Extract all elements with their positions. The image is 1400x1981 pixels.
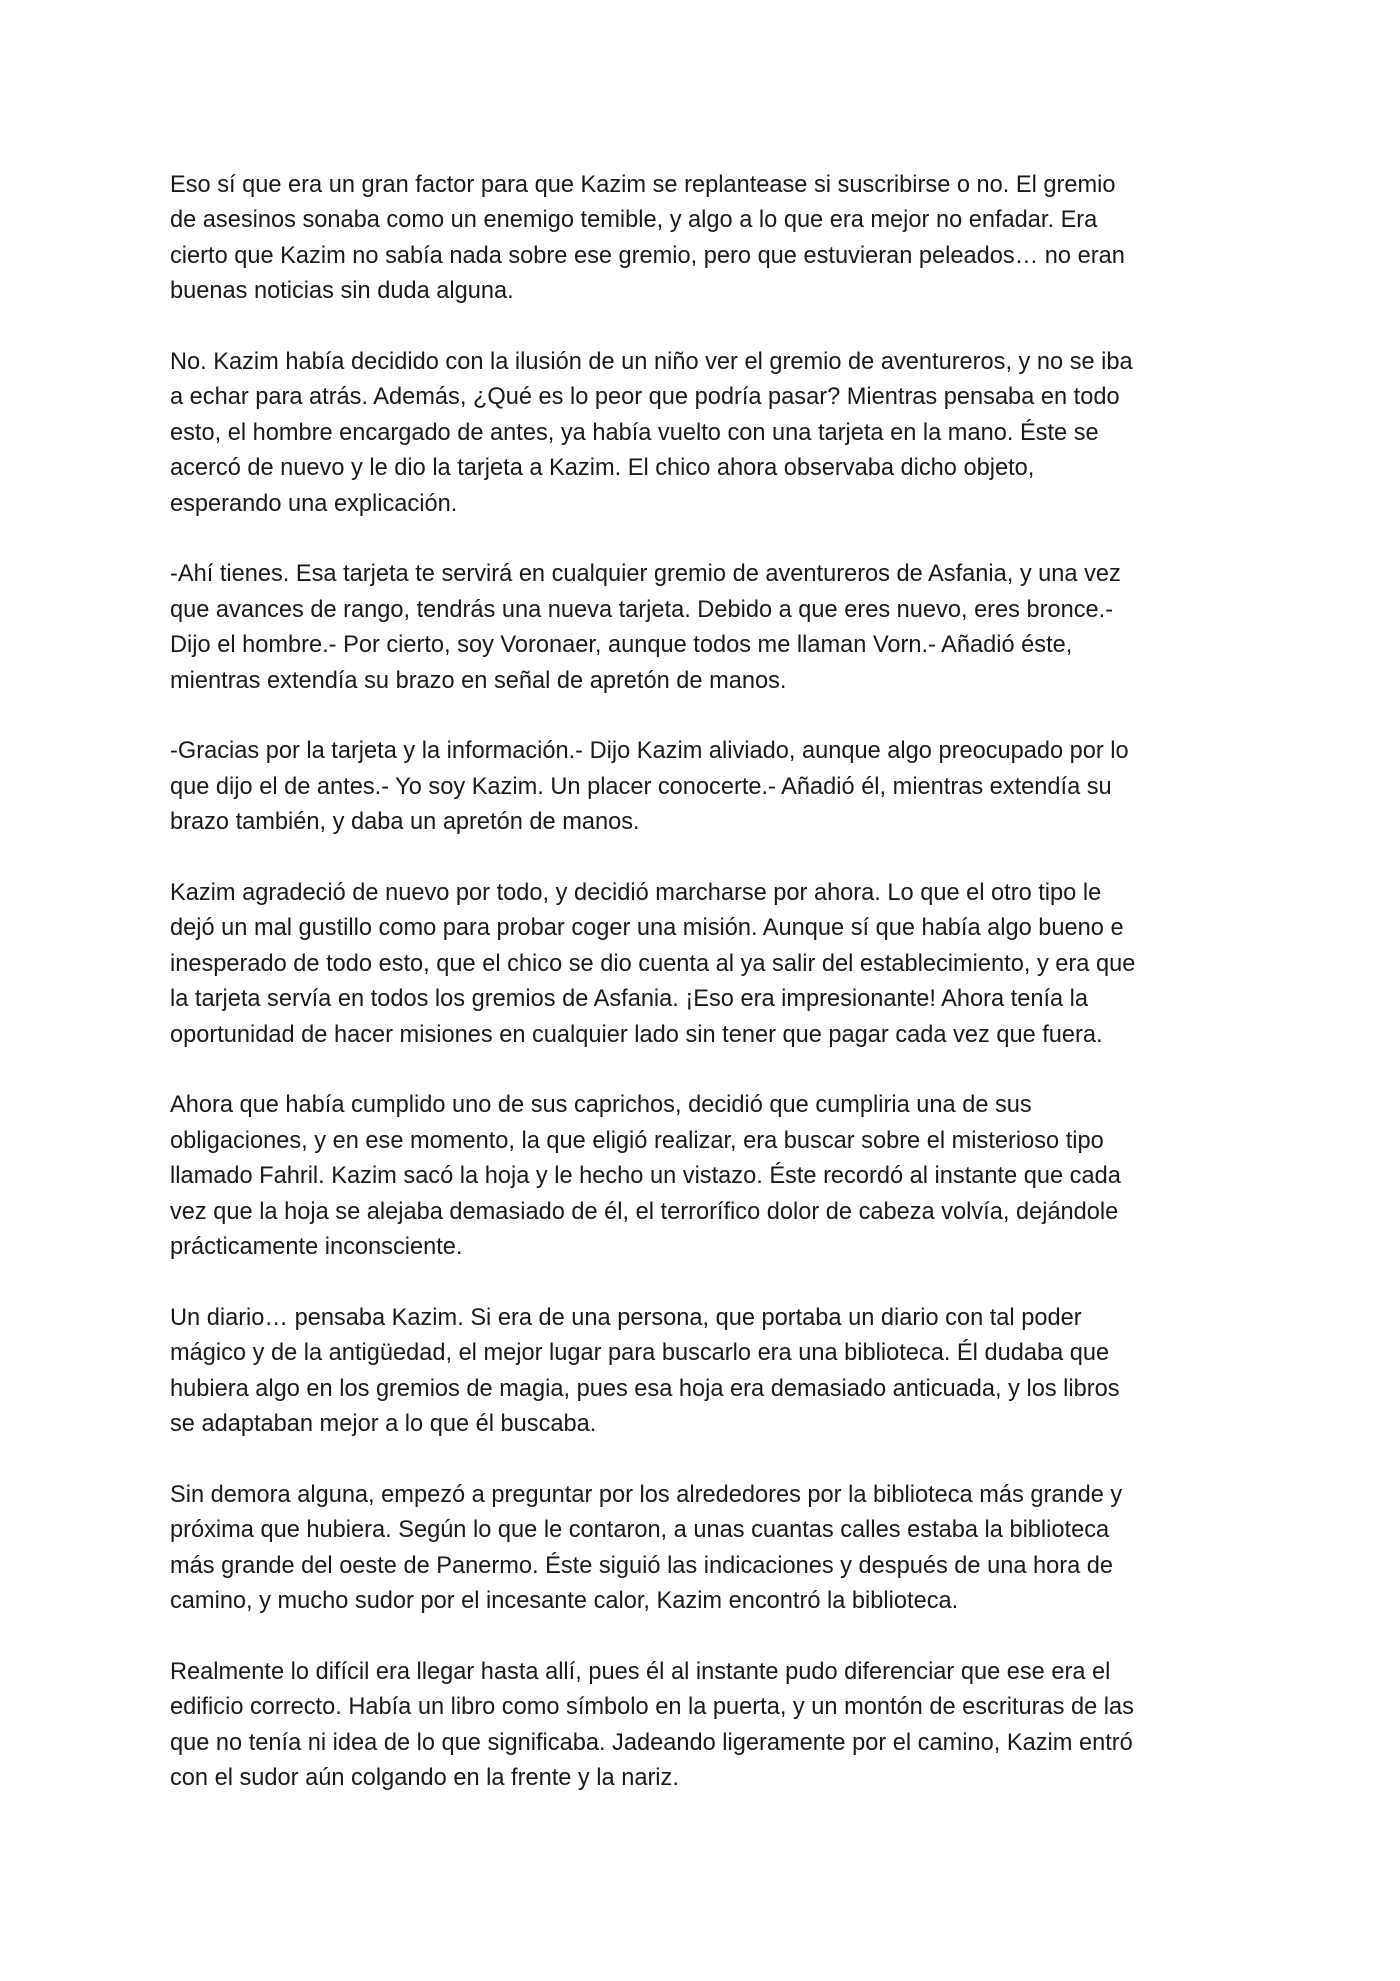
- paragraph-5: Kazim agradeció de nuevo por todo, y decidió marcharse por ahora. Lo que el otro tipo le dejó un mal gustillo como para probar coger una misión. Aunque sí que había algo bueno e inesperado de todo esto, que el chico se dio cuenta al ya salir del establecimiento, y era que la tarjeta servía en todos los gremios de Asfania. ¡Eso era impresionante! Ahora tenía la oportunidad de hacer misiones en cualquier lado sin tener que pagar cada vez que fuera.: [170, 880, 1136, 1048]
- document-page: [170, 168, 1240, 1832]
- paragraph-1: Eso sí que era un gran factor para que Kazim se replantease si suscribirse o no. El gremio de asesinos sonaba como un enemigo temible, y algo a lo que era mejor no enfadar. Era cierto que Kazim no sabía nada sobre ese gremio, pero que estuvieran peleados… no eran buenas noticias sin duda alguna.: [170, 172, 1125, 305]
- paragraph-9: Realmente lo difícil era llegar hasta allí, pues él al instante pudo diferenciar que ese era el edificio correcto. Había un libro como símbolo en la puerta, y un montón de escrituras de las que no tenía ni idea de lo que significaba. Jadeando ligeramente por el camino, Kazim entró con el sudor aún colgando en la frente y la nariz.: [170, 1658, 1134, 1792]
- paragraph-4: -Gracias por la tarjeta y la información.- Dijo Kazim aliviado, aunque algo preocupado por lo que dijo el de antes.- Yo soy Kazim. Un placer conocerte.- Añadió él, mientras extendía su brazo también, y daba un apretón de manos.: [170, 738, 1129, 836]
- paragraph-7: Un diario… pensaba Kazim. Si era de una persona, que portaba un diario con tal poder mágico y de la antigüedad, el mejor lugar para buscarlo era una biblioteca. Él dudaba que hubiera algo en los gremios de magia, pues esa hoja era demasiado anticuada, y los libros se adaptaban mejor a lo que él buscaba.: [170, 1304, 1120, 1438]
- paragraph-3: -Ahí tienes. Esa tarjeta te servirá en cualquier gremio de aventureros de Asfania, y una vez que avances de rango, tendrás una nueva tarjeta. Debido a que eres nuevo, eres bronce.- Dijo el hombre.- Por cierto, soy Voronaer, aunque todos me llaman Vorn.- Añadió éste, mientras extendía su brazo en señal de apretón de manos.: [170, 561, 1121, 694]
- paragraph-2: No. Kazim había decidido con la ilusión de un niño ver el gremio de aventureros, y no se iba a echar para atrás. Además, ¿Qué es lo peor que podría pasar? Mientras pensaba en todo esto, el hombre encargado de antes, ya había vuelto con una tarjeta en la mano. Éste se acercó de nuevo y le dio la tarjeta a Kazim. El chico ahora observaba dicho objeto, esperando una explicación.: [170, 349, 1133, 517]
- paragraph-6: Ahora que había cumplido uno de sus caprichos, decidió que cumpliria una de sus obligaciones, y en ese momento, la que eligió realizar, era buscar sobre el misterioso tipo llamado Fahril. Kazim sacó la hoja y le hecho un vistazo. Éste recordó al instante que cada vez que la hoja se alejaba demasiado de él, el terrorífico dolor de cabeza volvía, dejándole prácticamente inconsciente.: [170, 1092, 1121, 1261]
- paragraph-8: Sin demora alguna, empezó a preguntar por los alrededores por la biblioteca más grande y próxima que hubiera. Según lo que le contaron, a unas cuantas calles estaba la biblioteca más grande del oeste de Panermo. Éste siguió las indicaciones y después de una hora de camino, y mucho sudor por el incesante calor, Kazim encontró la biblioteca.: [170, 1481, 1123, 1615]
